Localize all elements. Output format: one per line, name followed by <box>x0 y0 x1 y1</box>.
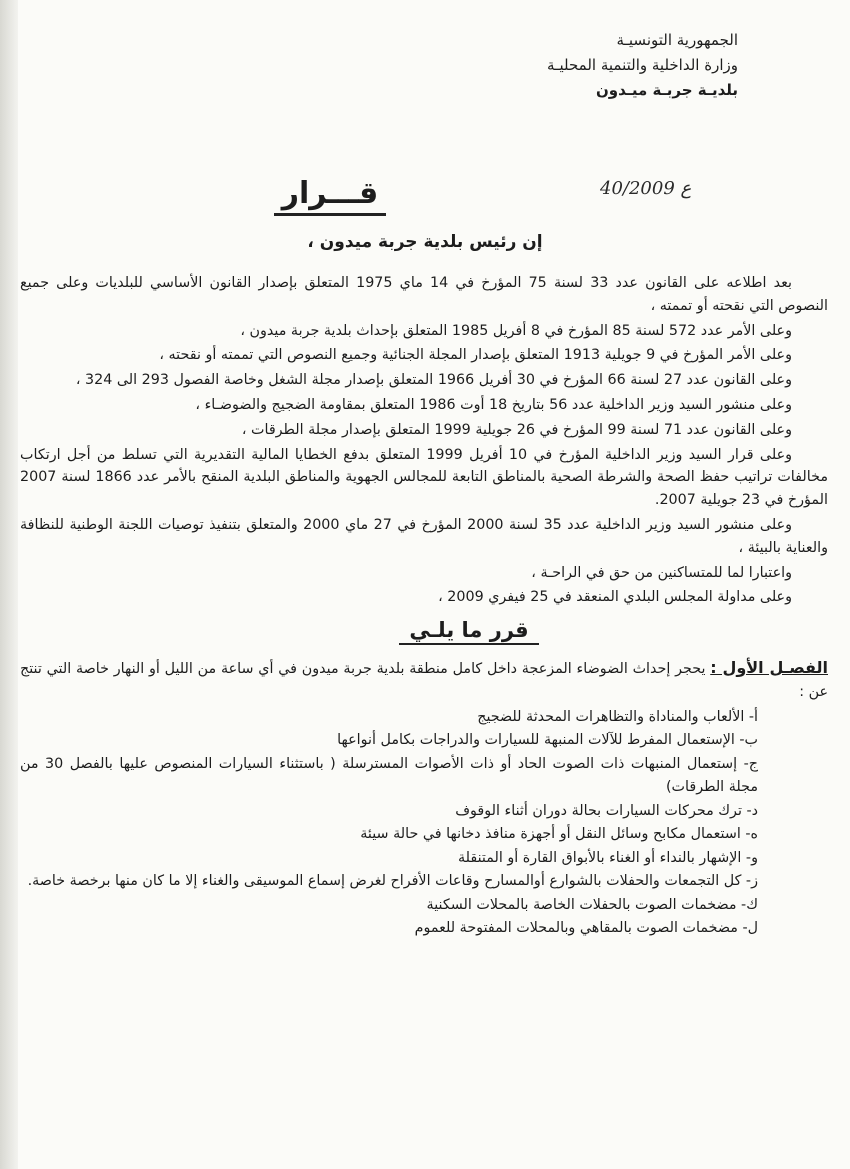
list-item: أ- الألعاب والمناداة والتظاهرات المحدثة للضجيج <box>477 708 758 725</box>
preamble-paragraph: وعلى مداولة المجلس البلدي المنعقد في 25 فيفري 2009 ، <box>438 589 792 606</box>
country-name: الجمهورية التونسيـة <box>616 31 738 49</box>
chapter-one-label: الفصـل الأول : <box>710 657 828 677</box>
document-title: قـــرار <box>274 176 387 216</box>
chapter-one-intro <box>20 657 828 704</box>
title-block <box>265 176 395 216</box>
list-item: ل- مضخمات الصوت بالمقاهي وبالمحلات المفتوحة للعموم <box>414 920 758 937</box>
preamble-paragraph: وعلى منشور السيد وزير الداخلية عدد 56 بتاريخ 18 أوت 1986 المتعلق بمقاومة الضجيج والضوضـاء ، <box>195 396 792 413</box>
list-item: ك- مضخمات الصوت بالحفلات الخاصة بالمحلات السكنية <box>426 896 758 913</box>
prohibited-items-list <box>20 706 828 941</box>
preamble-paragraph: واعتبارا لما للمتساكنين من حق في الراحـة ، <box>531 564 792 581</box>
list-item: ه- استعمال مكابح وسائل النقل أو أجهزة منافذ دخانها في حالة سيئة <box>360 826 758 843</box>
document-body <box>20 272 828 941</box>
preamble-paragraph: وعلى منشور السيد وزير الداخلية عدد 35 لسنة 2000 المؤرخ في 27 ماي 2000 والمتعلق بتنفيذ توصيات اللجنة الوطنية للنظافة والعناية بالبيئة ، <box>20 516 828 556</box>
list-item: و- الإشهار بالنداء أو الغناء بالأبواق القارة أو المتنقلة <box>457 849 758 866</box>
preamble-paragraph: وعلى الأمر عدد 572 لسنة 85 المؤرخ في 8 أفريل 1985 المتعلق بإحداث بلدية جربة ميدون ، <box>240 322 792 339</box>
issuer-line: إن رئيس بلدية جربة ميدون ، <box>307 232 543 252</box>
chapter-one-text: يحجر إحداث الضوضاء المزعجة داخل كامل منطقة بلدية جربة ميدون في أي ساعة من الليل أو النهار خاصة التي تنتج عن : <box>20 660 828 700</box>
list-item: ج- إستعمال المنبهات ذات الصوت الحاد أو ذات الأصوات المسترسلة ( باستثناء السيارات المنصوص عليها بالفصل 30 من مجلة الطرقات) <box>20 755 759 796</box>
list-item: ب- الإستعمال المفرط للآلات المنبهة للسيارات والدراجات بكامل أنواعها <box>337 732 758 749</box>
municipality-name: بلديـة جربـة ميـدون <box>595 81 738 99</box>
preamble-paragraph: وعلى قرار السيد وزير الداخلية المؤرخ في 10 أفريل 1999 المتعلق بدفع الخطايا المالية التقديرية التي تسلط من أجل ارتكاب مخالفات تراتيب حفظ الصحة والشرطة الصحية بالمناطق التابعة للمجالس الجهوية والمناطق البلدية المنقح بالأمر عدد 1866 لسنة 2007 المؤرخ في 23 جويلية 2007. <box>20 446 828 509</box>
preamble-paragraph: بعد اطلاعه على القانون عدد 33 لسنة 75 المؤرخ في 14 ماي 1975 المتعلق بإصدار القانون الأساسي للبلديات وعلى جميع النصوص التي نقحته أو تممته ، <box>20 275 828 314</box>
letterhead <box>498 28 738 103</box>
preamble-paragraph: وعلى القانون عدد 71 لسنة 99 المؤرخ في 26 جويلية 1999 المتعلق بإصدار مجلة الطرقات ، <box>241 421 792 438</box>
list-item: د- ترك محركات السيارات بحالة دوران أثناء الوقوف <box>455 802 758 819</box>
scan-edge <box>0 0 18 1169</box>
list-item: ز- كل التجمعات والحفلات بالشوارع أوالمسارح وقاعات الأفراح لغرض إسماع الموسيقى والغناء إلا ما كان منها برخصة خاصة. <box>27 873 758 890</box>
ministry-name: وزارة الداخلية والتنمية المحليـة <box>547 56 738 74</box>
decision-heading-block <box>20 619 828 645</box>
decision-heading: قرر ما يلـي <box>399 619 538 645</box>
chapter-one <box>20 657 828 941</box>
reference-number: ع 40/2009 <box>600 178 692 199</box>
preamble-paragraph: وعلى القانون عدد 27 لسنة 66 المؤرخ في 30 أفريل 1966 المتعلق بإصدار مجلة الشغل وخاصة الفصول 293 الى 324 ، <box>75 372 792 389</box>
preamble-paragraph: وعلى الأمر المؤرخ في 9 جويلية 1913 المتعلق بإصدار المجلة الجنائية وجميع النصوص التي تممته أو نقحته ، <box>159 347 792 364</box>
